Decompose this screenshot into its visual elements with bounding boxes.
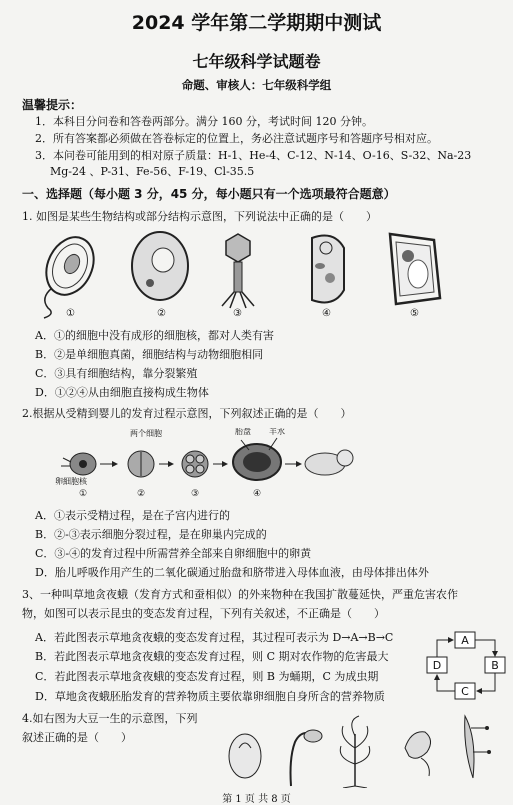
stage-c-label: C bbox=[461, 685, 469, 698]
notice-item-2: 2．所有答案都必须做在答卷标定的位置上，务必注意试题序号和答题序号相对应。 bbox=[35, 132, 438, 145]
q3-option-b: B．若此图表示草地贪夜蛾的变态发育过程，则 C 期对农作物的危害最大 bbox=[35, 650, 389, 663]
seed-figure bbox=[229, 734, 261, 778]
q2-num-3: ③ bbox=[191, 489, 200, 499]
stage-a-label: A bbox=[461, 634, 469, 647]
q2-option-b: B．②-③表示细胞分裂过程，是在卵巢内完成的 bbox=[35, 528, 267, 541]
q2-label-two-cells: 两个细胞 bbox=[130, 429, 162, 438]
q1-option-a: A．①的细胞中没有成形的细胞核，都对人类有害 bbox=[35, 329, 274, 342]
stage-b-label: B bbox=[491, 659, 499, 672]
q1-label-1: ① bbox=[66, 308, 75, 319]
q2-stage-2 bbox=[128, 451, 154, 477]
q4-stem-1: 4.如右图为大豆一生的示意图，下列 bbox=[22, 712, 198, 725]
virus-figure bbox=[222, 234, 254, 308]
notice-heading: 温馨提示： bbox=[22, 98, 83, 112]
q1-label-2: ② bbox=[157, 308, 166, 319]
paper-subtitle: 七年级科学试题卷 bbox=[192, 52, 321, 71]
q2-option-d: D．胎儿呼吸作用产生的二氧化碳通过胎盘和脐带进入母体血液，由母体排出体外 bbox=[35, 566, 429, 579]
q2-stage-4 bbox=[233, 438, 281, 480]
notice-item-1: 1．本科目分问卷和答卷两部分。满分 160 分，考试时间 120 分钟。 bbox=[35, 115, 373, 128]
q1-figure bbox=[30, 228, 470, 320]
notice-item-3-cont: Mg-24 、P-31、Fe-56、F-19、Cl-35.5 bbox=[50, 165, 255, 178]
pod-figure bbox=[465, 716, 491, 778]
stage-d-label: D bbox=[432, 659, 442, 672]
germination-figure bbox=[291, 730, 323, 786]
q2-figure bbox=[55, 428, 365, 500]
q3-option-d: D．草地贪夜蛾胚胎发育的营养物质主要依靠卵细胞自身所含的营养物质 bbox=[35, 690, 385, 703]
q2-option-a: A．①表示受精过程，是在子宫内进行的 bbox=[35, 509, 230, 522]
q3-option-a: A．若此图表示草地贪夜蛾的变态发育过程，其过程可表示为 D→A→B→C bbox=[35, 631, 394, 644]
q2-num-1: ① bbox=[79, 489, 88, 499]
q2-stage-3 bbox=[182, 451, 208, 477]
q1-option-b: B．②是单细胞真菌，细胞结构与动物细胞相同 bbox=[35, 348, 264, 361]
q2-stage-1 bbox=[61, 453, 96, 475]
q1-label-5: ⑤ bbox=[410, 308, 419, 319]
bacterium-figure bbox=[37, 230, 102, 318]
q2-stem: 2.根据从受精到婴儿的发育过程示意图，下列叙述正确的是（ ） bbox=[22, 407, 352, 420]
q2-label-zygote: 卵細胞核 bbox=[55, 477, 87, 486]
seedling-figure bbox=[340, 716, 369, 788]
section-heading: 一、选择题（每小题 3 分，45 分，每小题只有一个选项最符合题意） bbox=[22, 187, 396, 201]
q2-label-amniotic: 羊水 bbox=[269, 428, 285, 436]
protist-figure bbox=[312, 236, 344, 303]
authors-line: 命题、审核人：七年级科学组 bbox=[181, 78, 332, 92]
q2-baby bbox=[305, 450, 353, 475]
exam-title: 2024 学年第二学期期中测试 bbox=[131, 12, 382, 34]
flower-figure bbox=[405, 732, 431, 776]
q2-label-placenta: 胎盘 bbox=[235, 428, 251, 436]
q2-num-2: ② bbox=[137, 489, 146, 499]
q4-stem-2: 叙述正确的是（ ） bbox=[22, 731, 132, 744]
q3-stem-1: 3、一种叫草地贪夜蛾（发育方式和蚕相似）的外来物种在我国扩散蔓延快，严重危害农作 bbox=[22, 588, 458, 601]
page-footer: 第 1 页 共 8 页 bbox=[222, 794, 291, 805]
q2-option-c: C．③-④的发育过程中所需营养全部来自卵细胞中的卵黄 bbox=[35, 547, 312, 560]
q3-cycle-diagram bbox=[425, 630, 507, 702]
q1-option-c: C．③具有细胞结构，靠分裂繁殖 bbox=[35, 367, 198, 380]
q3-option-c: C．若此图表示草地贪夜蛾的变态发育过程，则 B 为蛹期，C 为成虫期 bbox=[35, 670, 379, 683]
q4-soybean-figure bbox=[225, 708, 495, 788]
notice-item-3: 3．本问卷可能用到的相对原子质量：H-1、He-4、C-12、N-14、O-16、S-32、Na-23 bbox=[35, 149, 472, 162]
q1-label-4: ④ bbox=[322, 308, 331, 319]
q1-stem: 1. 如图是某些生物结构或部分结构示意图，下列说法中正确的是（ ） bbox=[22, 210, 377, 223]
yeast-figure bbox=[132, 232, 188, 300]
q1-label-3: ③ bbox=[233, 308, 242, 319]
q1-option-d: D．①②④从由细胞直接构成生物体 bbox=[35, 386, 209, 399]
q2-num-4: ④ bbox=[253, 489, 262, 499]
plant-cell-figure bbox=[390, 234, 440, 304]
q3-stem-2: 物，如图可以表示昆虫的变态发育过程，下列有关叙述，不正确是（ ） bbox=[22, 607, 385, 620]
